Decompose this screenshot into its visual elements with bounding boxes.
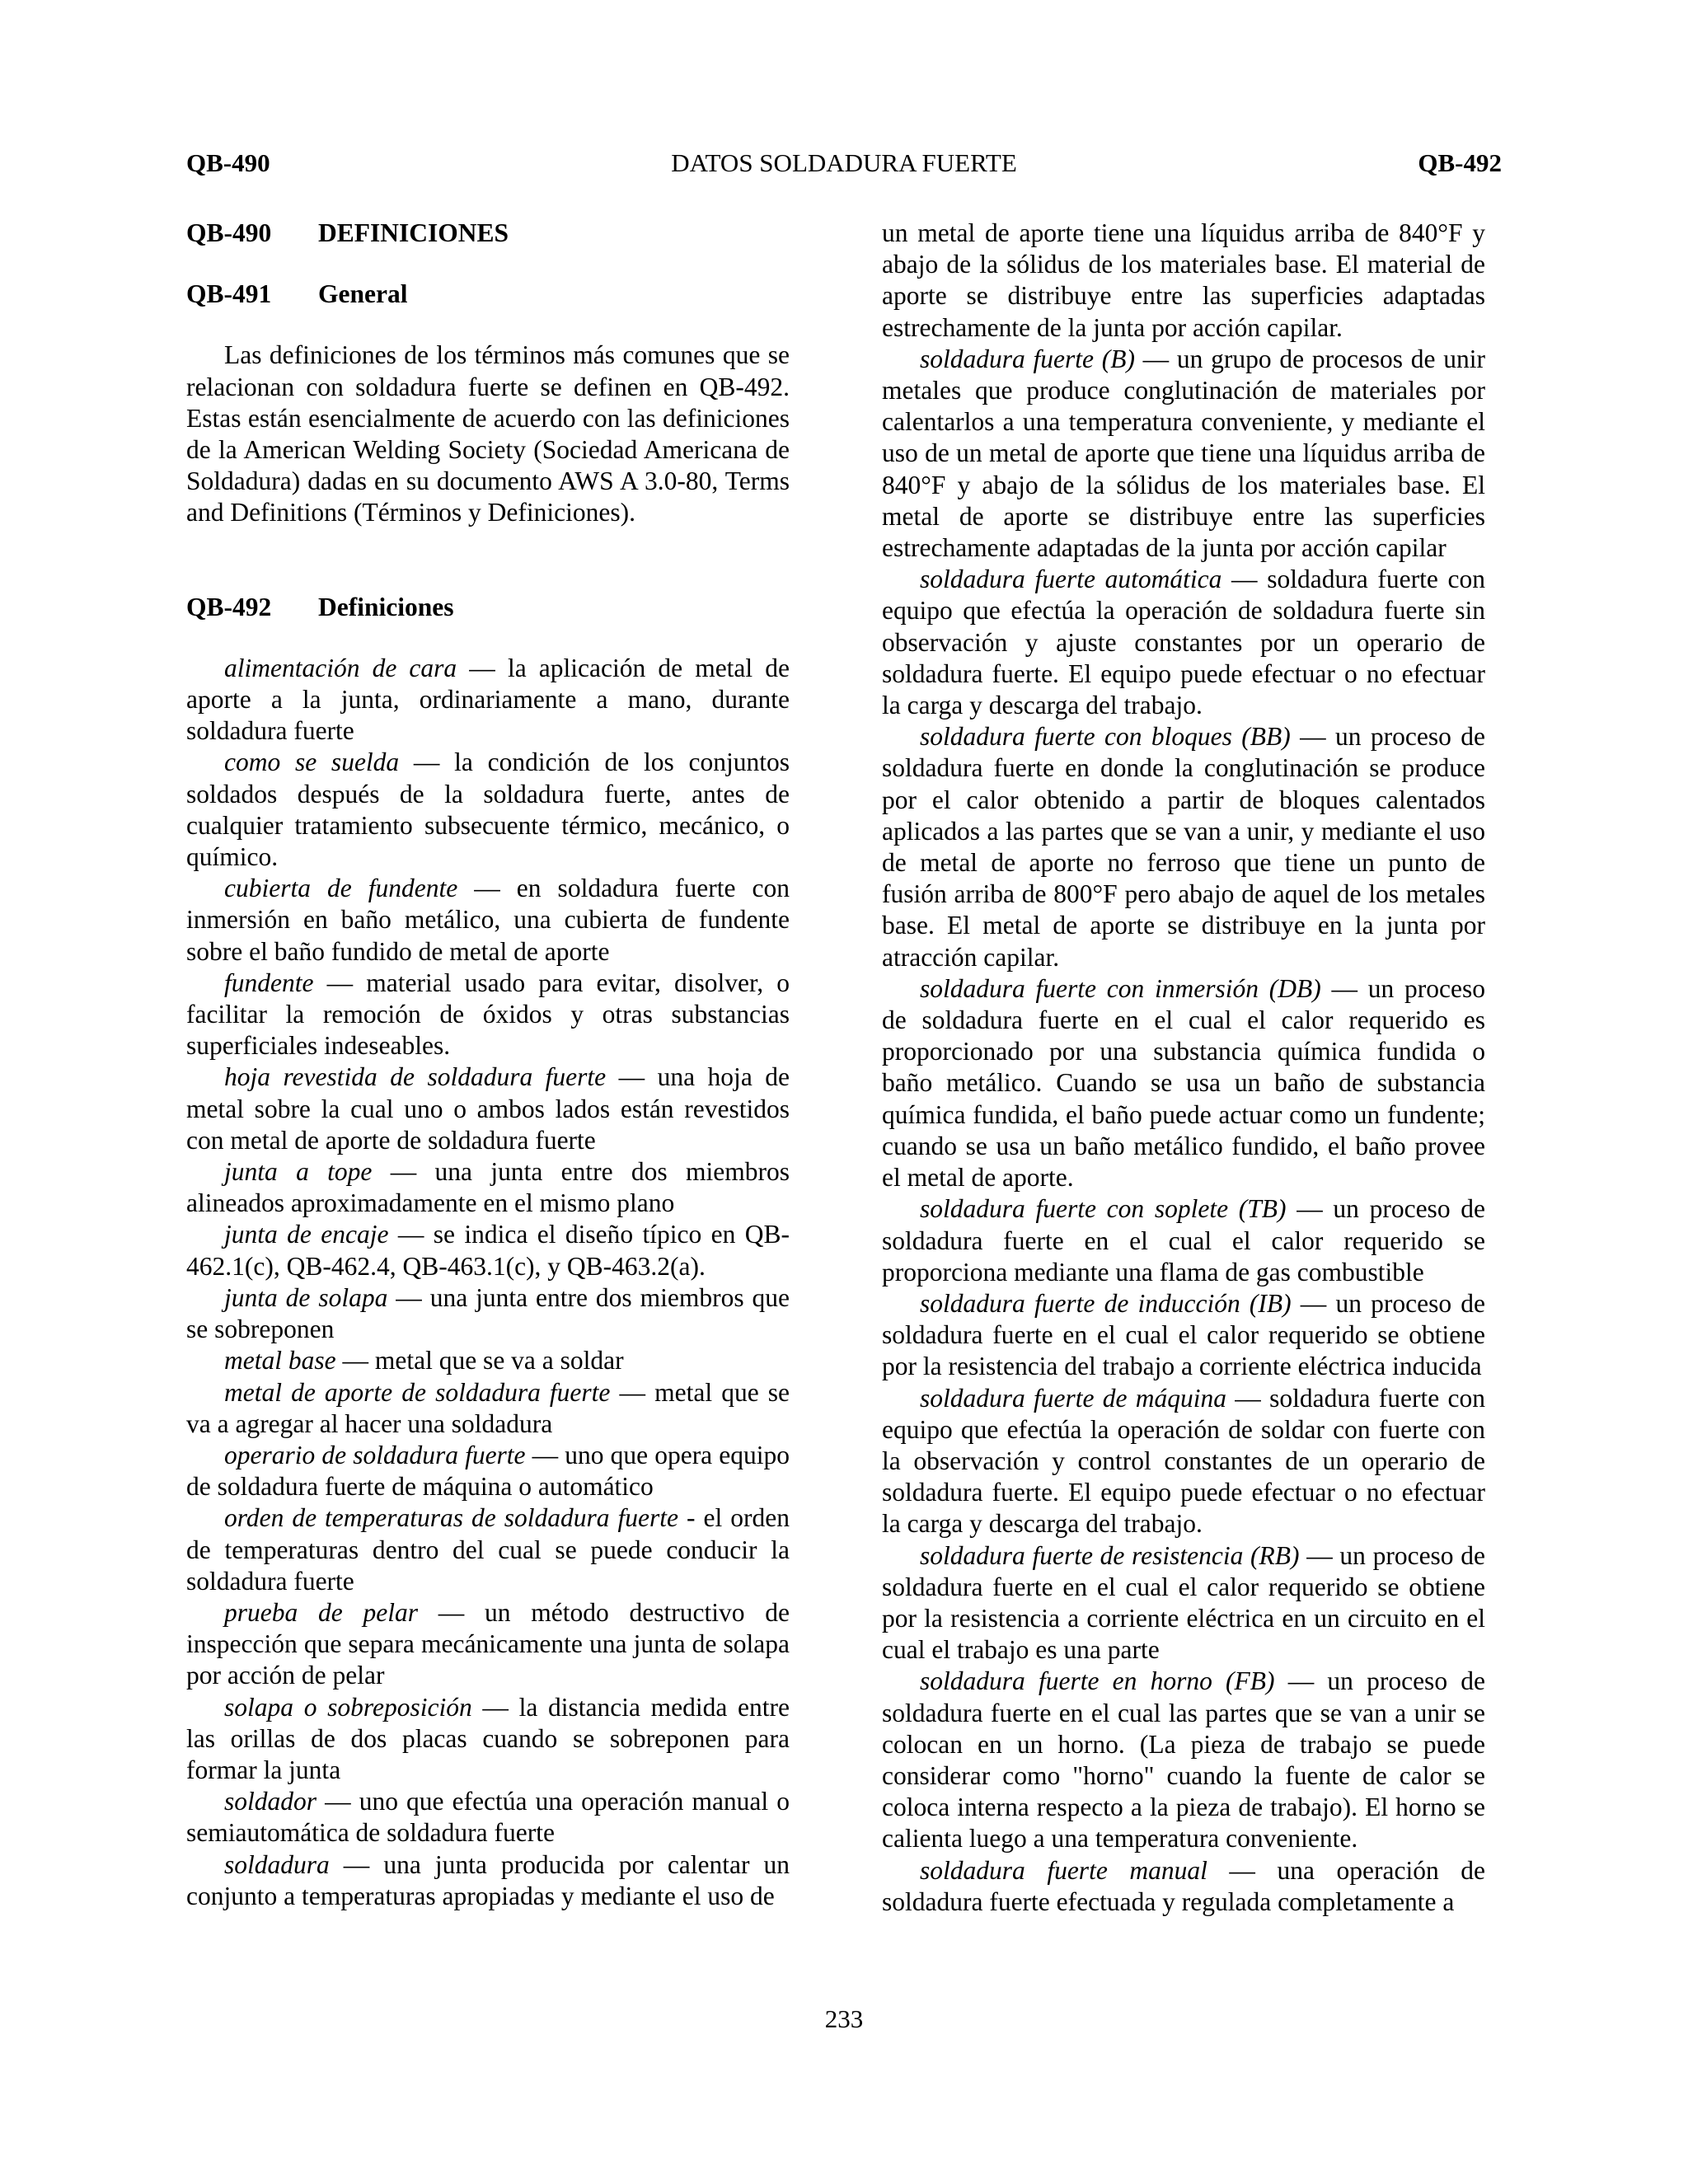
definition-term: alimentación de cara (224, 653, 457, 682)
definition-entry (186, 1849, 790, 1912)
section-number: QB-491 (186, 279, 272, 309)
definition-text: la condición de los conjuntos soldados después de la soldadura fuerte, antes de cualquier tratamiento subsecuente térmico, mecánico, o químico. (186, 748, 790, 872)
section-title: Definiciones (318, 592, 454, 621)
definition-entry (186, 1282, 790, 1345)
definition-text: un método destructivo de inspección que separa mecánicamente una junta de solapa por acción de pelar (186, 1597, 790, 1690)
definition-text: la aplicación de metal de aporte a la junta, ordinariamente a mano, durante soldadura fuerte (186, 653, 790, 746)
definition-term: soldadura fuerte con inmersión (DB) (920, 973, 1321, 1003)
definition-separator: — (457, 653, 508, 682)
section-number: QB-490 (186, 218, 272, 247)
definition-separator: — (610, 1377, 655, 1407)
definition-term: operario de soldadura fuerte (224, 1440, 526, 1469)
definition-text: un proceso de soldadura fuerte en el cual el calor requerido es proporcionado por una substancia química fundida o baño metálico. Cuando se usa un baño de substancia química fundida, el baño puede actuar como un fundente; cuando se usa un baño metálico fundido, el baño provee el metal de aporte. (882, 973, 1486, 1193)
definition-text: una junta producida por calentar un conjunto a temperaturas apropiadas y mediante el uso de (186, 1849, 790, 1910)
definition-separator: — (387, 1282, 430, 1312)
definition-term: solapa o sobreposición (224, 1692, 472, 1722)
definition-separator: — (1286, 1194, 1334, 1224)
definition-list-left (186, 653, 790, 1912)
definition-entry (186, 1156, 790, 1219)
definition-separator: — (329, 1849, 384, 1879)
definition-term: metal de aporte de soldadura fuerte (224, 1377, 611, 1407)
section-title: General (318, 279, 408, 309)
definition-separator: — (1134, 344, 1177, 373)
section-heading-qb492 (186, 592, 790, 623)
definition-text: un proceso de soldadura fuerte en el cual el calor requerido se proporciona mediante una flama de gas combustible (882, 1194, 1485, 1286)
definition-text: una junta entre dos miembros alineados aproximadamente en el mismo plano (186, 1157, 790, 1218)
definition-term: junta de encaje (224, 1220, 389, 1249)
definition-term: metal base (224, 1346, 336, 1376)
section-title: DEFINICIONES (318, 218, 509, 247)
definition-separator: — (471, 1692, 519, 1722)
definition-entry (186, 1440, 790, 1502)
left-column (186, 218, 790, 1912)
definition-term: soldadura fuerte automática (920, 565, 1222, 594)
definition-separator: — (1290, 722, 1336, 752)
definition-term: soldadura (224, 1849, 330, 1879)
definition-entry (882, 1383, 1485, 1540)
definition-text: un proceso de soldadura fuerte en donde la conglutinación se produce por el calor obtenido a partir de bloques calentados aplicados a las partes que se van a unir, y mediante el uso de metal de aporte no ferroso que tiene un punto de fusión arriba de 800°F pero abajo de aquel de los metales base. El metal de aporte se distribuye en la junta por atracción capilar. (882, 722, 1485, 972)
definition-text: se indica el diseño típico en QB-462.1(c), QB-462.4, QB-463.1(c), y QB-463.2(a). (186, 1220, 790, 1281)
definition-term: prueba de pelar (224, 1597, 418, 1627)
definition-entry (186, 653, 790, 748)
header-title: DATOS SOLDADURA FUERTE (671, 148, 1017, 177)
definition-entry (882, 1666, 1485, 1854)
definition-entry (882, 1855, 1485, 1918)
definition-separator: — (335, 1346, 375, 1376)
definition-separator: — (316, 1787, 359, 1816)
definition-entry (882, 564, 1485, 721)
definition-text: un proceso de soldadura fuerte en el cual el calor requerido se obtiene por la resistencia a corriente eléctrica en un circuito en el cual el trabajo es una parte (882, 1540, 1485, 1665)
section-number: QB-492 (186, 592, 272, 621)
definition-term: soldadura fuerte en horno (FB) (920, 1666, 1275, 1696)
definition-entry (882, 973, 1485, 1193)
definition-term: soldadura fuerte de máquina (920, 1383, 1227, 1413)
section-heading-qb490 (186, 218, 790, 249)
definition-entry (882, 1193, 1485, 1288)
definition-text: soldadura fuerte con equipo que efectúa la operación de soldadura fuerte sin observación y ajuste constantes por un operario de soldadura fuerte. El equipo puede efectuar o no efectuar la carga y descarga del trabajo. (882, 565, 1485, 720)
definition-separator: — (372, 1157, 435, 1187)
definition-entry (882, 1288, 1485, 1383)
definition-term: cubierta de fundente (224, 874, 458, 903)
definition-entry (186, 1786, 790, 1849)
definition-text: material usado para evitar, disolver, o facilitar la remoción de óxidos y otras substancias superficiales indeseables. (186, 968, 790, 1061)
definition-separator: — (1299, 1540, 1340, 1570)
definition-separator: - (678, 1503, 704, 1533)
definition-term: soldadura fuerte con bloques (BB) (920, 722, 1291, 752)
definition-term: fundente (224, 968, 314, 997)
definition-text: un proceso de soldadura fuerte en el cual las partes que se van a unir se colocan en un horno. (La pieza de trabajo se puede considerar como "horno" cuando la fuente de calor se coloca interna respecto a la pieza de trabajo). El horno se calienta luego a una temperatura conveniente. (882, 1666, 1485, 1854)
definition-term: junta a tope (224, 1157, 373, 1187)
definition-separator: — (606, 1062, 658, 1092)
definition-entry (186, 1502, 790, 1597)
definition-entry (882, 1540, 1485, 1666)
definition-separator: — (457, 874, 517, 903)
definition-term: soldadura fuerte manual (920, 1855, 1207, 1885)
definition-term: soldadura fuerte de resistencia (RB) (920, 1540, 1300, 1570)
definition-separator: — (388, 1220, 434, 1249)
definition-entry (186, 1345, 790, 1376)
definition-term: soldadura fuerte con soplete (TB) (920, 1194, 1287, 1224)
definition-term: soldador (224, 1787, 317, 1816)
definition-text: uno que opera equipo de soldadura fuerte de máquina o automático (186, 1440, 790, 1502)
definition-entry (186, 1219, 790, 1282)
definition-term: junta de solapa (224, 1282, 388, 1312)
definition-separator: — (525, 1440, 565, 1469)
definition-separator: — (313, 968, 367, 997)
definition-text: soldadura fuerte con equipo que efectúa la operación de soldar con fuerte con la observación y control constantes de un operario de soldadura fuerte. El equipo puede efectuar o no efectuar la carga y descarga del trabajo. (882, 1383, 1486, 1539)
definition-separator: — (1320, 973, 1368, 1003)
definition-separator: — (1274, 1666, 1328, 1696)
definition-term: orden de temperaturas de soldadura fuerte (224, 1503, 679, 1533)
definition-separator: — (1221, 565, 1268, 594)
definition-text: una hoja de metal sobre la cual uno o ambos lados están revestidos con metal de aporte de soldadura fuerte (186, 1062, 790, 1155)
definition-entry (882, 344, 1485, 564)
definition-term: soldadura fuerte de inducción (IB) (920, 1288, 1292, 1318)
page-number: 233 (824, 2004, 864, 2033)
section-heading-qb491 (186, 279, 790, 310)
definition-text: metal que se va a agregar al hacer una soldadura (186, 1377, 790, 1438)
definition-separator: — (399, 748, 455, 777)
header-section-start: QB-490 (186, 148, 270, 177)
definition-text: un grupo de procesos de unir metales que produce conglutinación de materiales por calentarlos a una temperatura conveniente, y mediante el uso de un metal de aporte que tiene una líquidus arriba de 840°F y abajo de la sólidus de los materiales base. El metal de aporte se distribuye entre las superficies estrechamente adaptadas de la junta por acción capilar (882, 344, 1485, 563)
definition-entry (186, 1692, 790, 1787)
definition-term: como se suelda (224, 748, 400, 777)
definition-term: hoja revestida de soldadura fuerte (224, 1062, 607, 1092)
definition-text: el orden de temperaturas dentro del cual se puede conducir la soldadura fuerte (186, 1503, 790, 1596)
definition-entry (186, 1377, 790, 1440)
definition-text: metal que se va a soldar (374, 1346, 624, 1376)
definition-separator: — (1291, 1288, 1336, 1318)
definition-entry (186, 1062, 790, 1156)
definition-separator: — (1226, 1383, 1270, 1413)
definition-continuation: un metal de aporte tiene una líquidus arriba de 840°F y abajo de la sólidus de los materiales base. El material de aporte se distribuye entre las superficies adaptadas estrechamente de la junta por acción capilar. (882, 218, 1485, 342)
definition-entry (882, 721, 1485, 973)
header-section-end: QB-492 (1418, 148, 1502, 177)
running-header (186, 147, 1502, 180)
definition-entry (186, 968, 790, 1062)
definition-text: una junta entre dos miembros que se sobreponen (186, 1282, 790, 1344)
definition-entry (186, 1597, 790, 1692)
definition-text: en soldadura fuerte con inmersión en baño metálico, una cubierta de fundente sobre el baño fundido de metal de aporte (186, 874, 790, 966)
definition-text: uno que efectúa una operación manual o semiautomática de soldadura fuerte (186, 1787, 790, 1848)
definition-term: soldadura fuerte (B) (920, 344, 1135, 373)
definition-text: una operación de soldadura fuerte efectuada y regulada completamente a (882, 1855, 1485, 1916)
definition-text: un proceso de soldadura fuerte en el cual el calor requerido se obtiene por la resistencia del trabajo a corriente eléctrica inducida (882, 1288, 1486, 1381)
definition-text: la distancia medida entre las orillas de dos placas cuando se sobreponen para formar la junta (186, 1692, 790, 1784)
definition-entry (186, 873, 790, 968)
definition-entry (186, 747, 790, 873)
definition-separator: — (418, 1597, 485, 1627)
right-column (882, 218, 1485, 1918)
general-paragraph: Las definiciones de los términos más comunes que se relacionan con soldadura fuerte se definen en QB-492. Estas están esencialmente de acuerdo con las definiciones de la American Welding Society (Sociedad Americana de Soldadura) dadas en su documento AWS A 3.0-80, Terms and Definitions (Términos y Definiciones). (186, 340, 790, 527)
definition-list-right (882, 344, 1485, 1918)
definition-separator: — (1207, 1855, 1278, 1885)
